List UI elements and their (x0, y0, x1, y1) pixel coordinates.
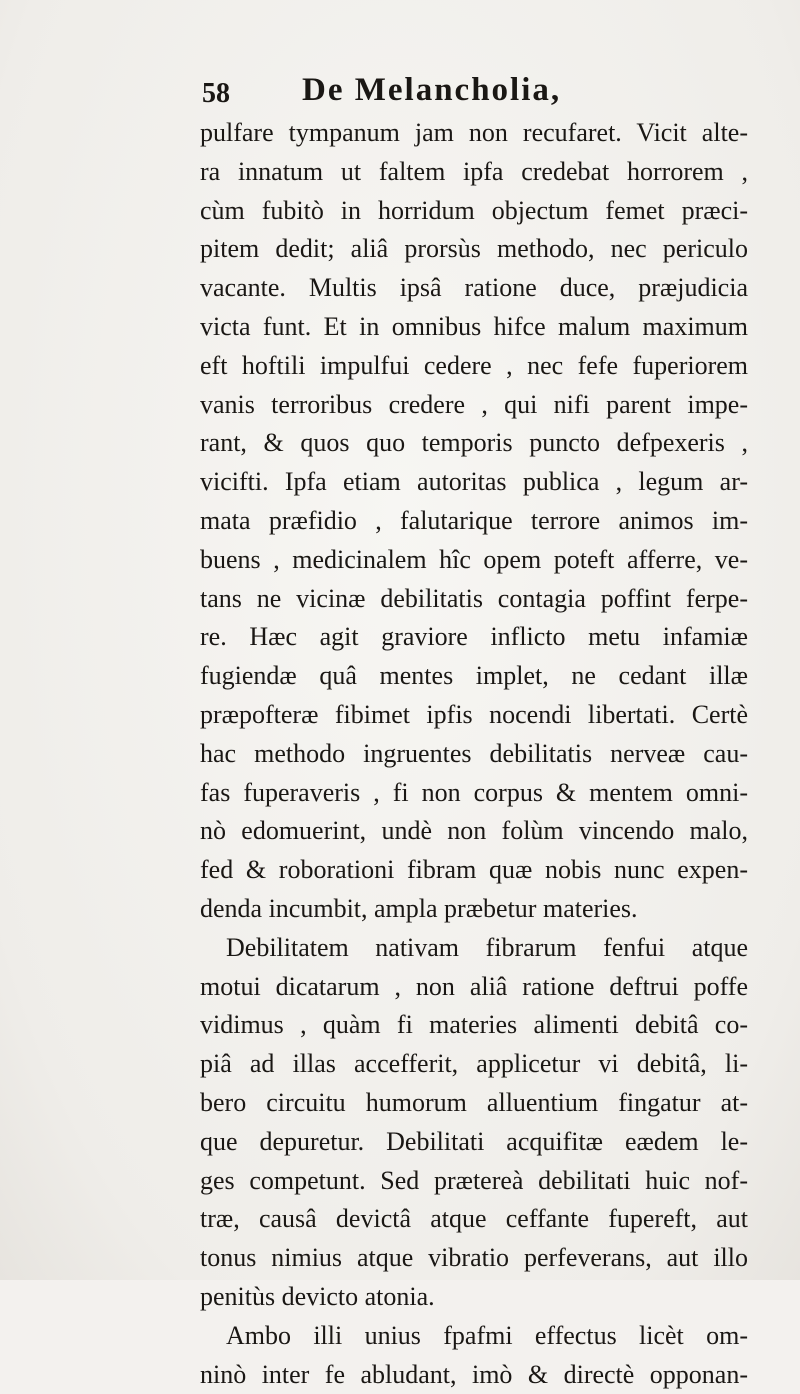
text-line: fas fuperaveris , fi non corpus & mentem omni- (200, 774, 748, 813)
page-header (202, 72, 742, 112)
text-line: fed & roborationi fibram quæ nobis nunc expen- (200, 851, 748, 890)
text-line: cùm fubitò in horridum objectum femet præci- (200, 192, 748, 231)
text-line: denda incumbit, ampla præbetur materies. (200, 890, 748, 929)
running-title: De Melancholia, (302, 72, 561, 109)
text-line: vacante. Multis ipsâ ratione duce, præjudicia (200, 269, 748, 308)
text-line: mata præfidio , falutarique terrore animos im- (200, 502, 748, 541)
text-line: pitem dedit; aliâ prorsùs methodo, nec periculo (200, 230, 748, 269)
text-line: tans ne vicinæ debilitatis contagia poffint ferpe- (200, 580, 748, 619)
text-line: vanis terroribus credere , qui nifi parent impe- (200, 386, 748, 425)
text-line: ges competunt. Sed prætereà debilitati huic nof- (200, 1162, 748, 1201)
text-line: vidimus , quàm fi materies alimenti debitâ co- (200, 1006, 748, 1045)
text-line: ninò inter fe abludant, imò & directè opponan- (200, 1356, 748, 1394)
text-line: victa funt. Et in omnibus hifce malum maximum (200, 308, 748, 347)
text-line: Ambo illi unius fpafmi effectus licèt om- (200, 1317, 748, 1356)
text-line: træ, causâ devictâ atque ceffante fupereft, aut (200, 1200, 748, 1239)
page-number: 58 (202, 78, 230, 110)
text-line: re. Hæc agit graviore inflicto metu infamiæ (200, 618, 748, 657)
text-line: ra innatum ut faltem ipfa credebat horrorem , (200, 153, 748, 192)
text-line: Debilitatem nativam fibrarum fenfui atque (200, 929, 748, 968)
text-line: pulfare tympanum jam non recufaret. Vicit alte- (200, 114, 748, 153)
text-line: fugiendæ quâ mentes implet, ne cedant illæ (200, 657, 748, 696)
text-line: præpofteræ fibimet ipfis nocendi libertati. Certè (200, 696, 748, 735)
text-line: piâ ad illas accefferit, applicetur vi debitâ, li- (200, 1045, 748, 1084)
text-line: buens , medicinalem hîc opem poteft afferre, ve- (200, 541, 748, 580)
text-line: que depuretur. Debilitati acquifitæ eædem le- (200, 1123, 748, 1162)
text-line: hac methodo ingruentes debilitatis nerveæ cau- (200, 735, 748, 774)
text-line: rant, & quos quo temporis puncto defpexeris , (200, 424, 748, 463)
text-line: motui dicatarum , non aliâ ratione deftrui poffe (200, 968, 748, 1007)
text-line: tonus nimius atque vibratio perfeverans, aut illo (200, 1239, 748, 1278)
body-text (200, 114, 748, 1394)
text-line: bero circuitu humorum alluentium fingatur at- (200, 1084, 748, 1123)
text-line: nò edomuerint, undè non folùm vincendo malo, (200, 812, 748, 851)
text-line: eft hoftili impulfui cedere , nec fefe fuperiorem (200, 347, 748, 386)
text-line: vicifti. Ipfa etiam autoritas publica , legum ar- (200, 463, 748, 502)
text-line: penitùs devicto atonia. (200, 1278, 748, 1317)
